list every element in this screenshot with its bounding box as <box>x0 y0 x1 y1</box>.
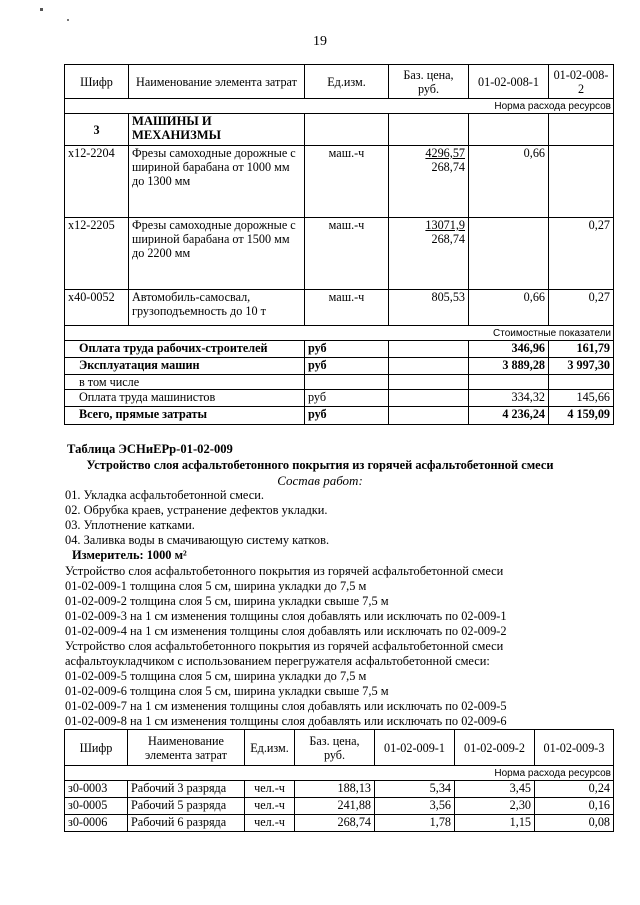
group-name: МАШИНЫ И МЕХАНИЗМЫ <box>129 114 305 146</box>
section-norm-label: Норма расхода ресурсов <box>65 99 614 114</box>
cost-row <box>65 390 614 407</box>
text-line: 01-02-009-3 на 1 см изменения толщины слоя добавлять или исключать по 02-009-1 <box>65 609 507 623</box>
section-row <box>65 326 614 341</box>
row-unit: маш.-ч <box>305 146 389 218</box>
row-norm-1: 0,66 <box>469 146 549 218</box>
row-price-wage: 268,74 <box>431 232 465 246</box>
cost-name: Эксплуатация машин <box>65 358 305 375</box>
section-row <box>65 766 614 781</box>
row-code: з0-0006 <box>65 815 128 832</box>
table-header-row <box>65 730 614 766</box>
row-name: Фрезы самоходные дорожные с шириной барабана от 1000 мм до 1300 мм <box>129 146 305 218</box>
section-norm-label: Норма расхода ресурсов <box>65 766 614 781</box>
cost-unit: руб <box>305 407 389 425</box>
work-item: 03. Уплотнение катками. <box>65 518 195 532</box>
text-line: 01-02-009-5 толщина слоя 5 см, ширина укладки до 7,5 м <box>65 669 367 683</box>
cost-row <box>65 375 614 390</box>
row-norm-3: 0,24 <box>535 781 614 798</box>
header-name: Наименование элемента затрат <box>129 65 305 99</box>
row-norm-1: 0,66 <box>469 290 549 326</box>
cost-value-2: 3 997,30 <box>549 358 614 375</box>
cost-unit: руб <box>305 341 389 358</box>
header-price: Баз. цена, руб. <box>389 65 469 99</box>
row-norm-2: 1,15 <box>455 815 535 832</box>
cost-name: Оплата труда рабочих-строителей <box>65 341 305 358</box>
row-norm-1 <box>469 218 549 290</box>
header-unit: Ед.изм. <box>305 65 389 99</box>
cost-row <box>65 358 614 375</box>
table-label: Таблица ЭСНиЕРр-01-02-009 <box>67 442 233 456</box>
cost-value-1: 334,32 <box>469 390 549 407</box>
row-price-base: 4296,57 <box>425 146 465 160</box>
row-code: х12-2205 <box>65 218 129 290</box>
row-unit: чел.-ч <box>245 798 295 815</box>
table-row <box>65 290 614 326</box>
header-norm-2: 01-02-008-2 <box>549 65 614 99</box>
cost-value-1: 346,96 <box>469 341 549 358</box>
table-header-row <box>65 65 614 99</box>
cost-value-1: 3 889,28 <box>469 358 549 375</box>
row-code: х12-2204 <box>65 146 129 218</box>
text-line: Устройство слоя асфальтобетонного покрытия из горячей асфальтобетонной смеси <box>65 564 504 578</box>
header-norm-1: 01-02-009-1 <box>375 730 455 766</box>
cost-name: Всего, прямые затраты <box>65 407 305 425</box>
header-code: Шифр <box>65 65 129 99</box>
row-code: з0-0005 <box>65 798 128 815</box>
row-price: 188,13 <box>295 781 375 798</box>
row-norm-3: 0,16 <box>535 798 614 815</box>
text-line: 01-02-009-1 толщина слоя 5 см, ширина укладки до 7,5 м <box>65 579 367 593</box>
text-line: 01-02-009-6 толщина слоя 5 см, ширина укладки свыше 7,5 м <box>65 684 389 698</box>
row-norm-2 <box>549 146 614 218</box>
work-item: 04. Заливка воды в смачивающую систему катков. <box>65 533 330 547</box>
cost-unit: руб <box>305 358 389 375</box>
header-norm-3: 01-02-009-3 <box>535 730 614 766</box>
row-norm-2: 0,27 <box>549 218 614 290</box>
cost-value-1: 4 236,24 <box>469 407 549 425</box>
cost-name: Оплата труда машинистов <box>65 390 305 407</box>
row-norm-1: 3,56 <box>375 798 455 815</box>
cost-value-2: 145,66 <box>549 390 614 407</box>
row-unit: маш.-ч <box>305 218 389 290</box>
header-norm-1: 01-02-008-1 <box>469 65 549 99</box>
row-norm-1: 1,78 <box>375 815 455 832</box>
row-name: Фрезы самоходные дорожные с шириной барабана от 1500 мм до 2200 мм <box>129 218 305 290</box>
row-norm-1: 5,34 <box>375 781 455 798</box>
cost-name: в том числе <box>65 375 305 390</box>
work-item: 01. Укладка асфальтобетонной смеси. <box>65 488 264 502</box>
table-row <box>65 781 614 798</box>
cost-unit: руб <box>305 390 389 407</box>
row-norm-2: 2,30 <box>455 798 535 815</box>
row-price-base: 13071,9 <box>425 218 465 232</box>
composition-heading: Состав работ: <box>277 473 363 488</box>
row-name: Рабочий 3 разряда <box>128 781 245 798</box>
row-price: 241,88 <box>295 798 375 815</box>
text-line: Устройство слоя асфальтобетонного покрытия из горячей асфальтобетонной смеси <box>65 639 504 653</box>
row-code: з0-0003 <box>65 781 128 798</box>
row-norm-2: 0,27 <box>549 290 614 326</box>
scan-speck <box>67 19 69 21</box>
header-norm-2: 01-02-009-2 <box>455 730 535 766</box>
row-price-base: 805,53 <box>389 290 469 326</box>
row-name: Рабочий 6 разряда <box>128 815 245 832</box>
table-row <box>65 815 614 832</box>
row-norm-3: 0,08 <box>535 815 614 832</box>
cost-value-2: 161,79 <box>549 341 614 358</box>
group-row <box>65 114 614 146</box>
row-price: 268,74 <box>295 815 375 832</box>
header-price: Баз. цена, руб. <box>295 730 375 766</box>
row-name: Автомобиль-самосвал, грузоподъемность до 10 т <box>129 290 305 326</box>
cost-row <box>65 341 614 358</box>
text-line: 01-02-009-4 на 1 см изменения толщины слоя добавлять или исключать по 02-009-2 <box>65 624 507 638</box>
resource-table-01-02-009 <box>64 729 614 832</box>
header-unit: Ед.изм. <box>245 730 295 766</box>
row-unit: чел.-ч <box>245 815 295 832</box>
cost-row <box>65 407 614 425</box>
row-price-wage: 268,74 <box>431 160 465 174</box>
section-title: Устройство слоя асфальтобетонного покрытия из горячей асфальтобетонной смеси <box>86 458 554 472</box>
row-unit: чел.-ч <box>245 781 295 798</box>
table-row <box>65 146 614 218</box>
group-code: 3 <box>65 114 129 146</box>
row-norm-2: 3,45 <box>455 781 535 798</box>
header-name: Наименование элемента затрат <box>128 730 245 766</box>
row-name: Рабочий 5 разряда <box>128 798 245 815</box>
row-code: х40-0052 <box>65 290 129 326</box>
measure-unit: Измеритель: 1000 м² <box>72 548 187 562</box>
text-line: 01-02-009-2 толщина слоя 5 см, ширина укладки свыше 7,5 м <box>65 594 389 608</box>
resource-table-01-02-008 <box>64 64 614 425</box>
section-row <box>65 99 614 114</box>
text-line: 01-02-009-7 на 1 см изменения толщины слоя добавлять или исключать по 02-009-5 <box>65 699 507 713</box>
work-item: 02. Обрубка краев, устранение дефектов укладки. <box>65 503 328 517</box>
table-row <box>65 798 614 815</box>
cost-value-2: 4 159,09 <box>549 407 614 425</box>
section-cost-label: Стоимостные показатели <box>65 326 614 341</box>
header-code: Шифр <box>65 730 128 766</box>
table-row <box>65 218 614 290</box>
row-unit: маш.-ч <box>305 290 389 326</box>
scan-speck <box>40 8 43 11</box>
text-line: асфальтоукладчиком с использованием перегружателя асфальтобетонной смеси: <box>65 654 490 668</box>
text-line: 01-02-009-8 на 1 см изменения толщины слоя добавлять или исключать по 02-009-6 <box>65 714 507 728</box>
page-number: 19 <box>313 34 327 49</box>
